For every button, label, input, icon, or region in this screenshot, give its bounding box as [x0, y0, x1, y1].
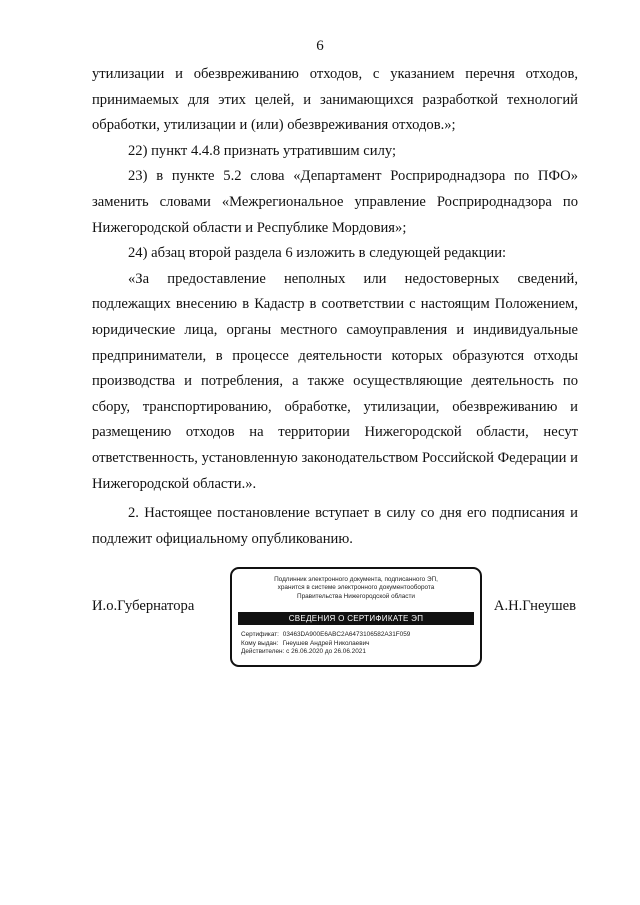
paragraph-item-24: 24) абзац второй раздела 6 изложить в следующей редакции: — [128, 245, 507, 262]
document-body — [92, 62, 578, 552]
stamp-header-bar: СВЕДЕНИЯ О СЕРТИФИКАТЕ ЭП — [238, 612, 474, 625]
stamp-certificate-value: 03463DA900E6ABC2A6473106582A31F059 — [282, 631, 411, 638]
stamp-certificate-row — [241, 631, 410, 640]
signatory-position: И.о.Губернатора — [92, 598, 195, 614]
signatory-name: А.Н.Гнеушев — [493, 598, 576, 614]
stamp-valid-label: Действителен: — [241, 648, 285, 656]
stamp-issued-to-value: Гнеушев Андрей Николаевич — [282, 639, 370, 647]
stamp-note-line: Подлинник электронного документа, подписанного ЭП, — [274, 576, 438, 583]
stamp-details — [241, 631, 410, 657]
electronic-signature-stamp — [230, 567, 482, 667]
paragraph-quote: «За предоставление неполных или недостоверных сведений, подлежащих внесению в Кадастр в соответствии с настоящим Положением, юридические лица, органы местного самоуправления и индивидуальные предприниматели, в процессе деятельности которых образуются отходы производства и потребления, а также осуществляющие деятельность по сбору, транспортированию, обработке, утилизации, обезвреживанию и размещению отходов на территории Нижегородской области, несут ответственность, установленную законодательством Российской Федерации и Нижегородской области.». — [92, 270, 578, 492]
stamp-note-line: хранится в системе электронного документооборота — [277, 584, 435, 592]
page-number: 6 — [316, 38, 324, 54]
stamp-valid-value: с 26.06.2020 до 26.06.2021 — [286, 648, 366, 656]
paragraph-item-23: 23) в пункте 5.2 слова «Департамент Росприроднадзора по ПФО» заменить словами «Межрегиональное управление Росприроднадзора по Нижегородской области и Республике Мордовия»; — [92, 168, 578, 236]
stamp-issued-to-row — [241, 640, 410, 649]
paragraph-item-2: 2. Настоящее постановление вступает в силу со дня его подписания и подлежит официальному опубликованию. — [92, 505, 578, 547]
paragraph-item-22: 22) пункт 4.4.8 признать утратившим силу; — [128, 142, 397, 159]
stamp-note-line: Правительства Нижегородской области — [296, 592, 416, 600]
stamp-note — [232, 576, 480, 601]
stamp-certificate-label: Сертификат: — [241, 631, 279, 638]
stamp-valid-row — [241, 648, 410, 657]
stamp-issued-to-label: Кому выдан: — [241, 639, 279, 647]
paragraph-continuation: утилизации и обезвреживанию отходов, с указанием перечня отходов, принимаемых для этих целей, и занимающихся разработкой технологий обработки, утилизации и (или) обезвреживания отходов.»; — [92, 66, 578, 134]
